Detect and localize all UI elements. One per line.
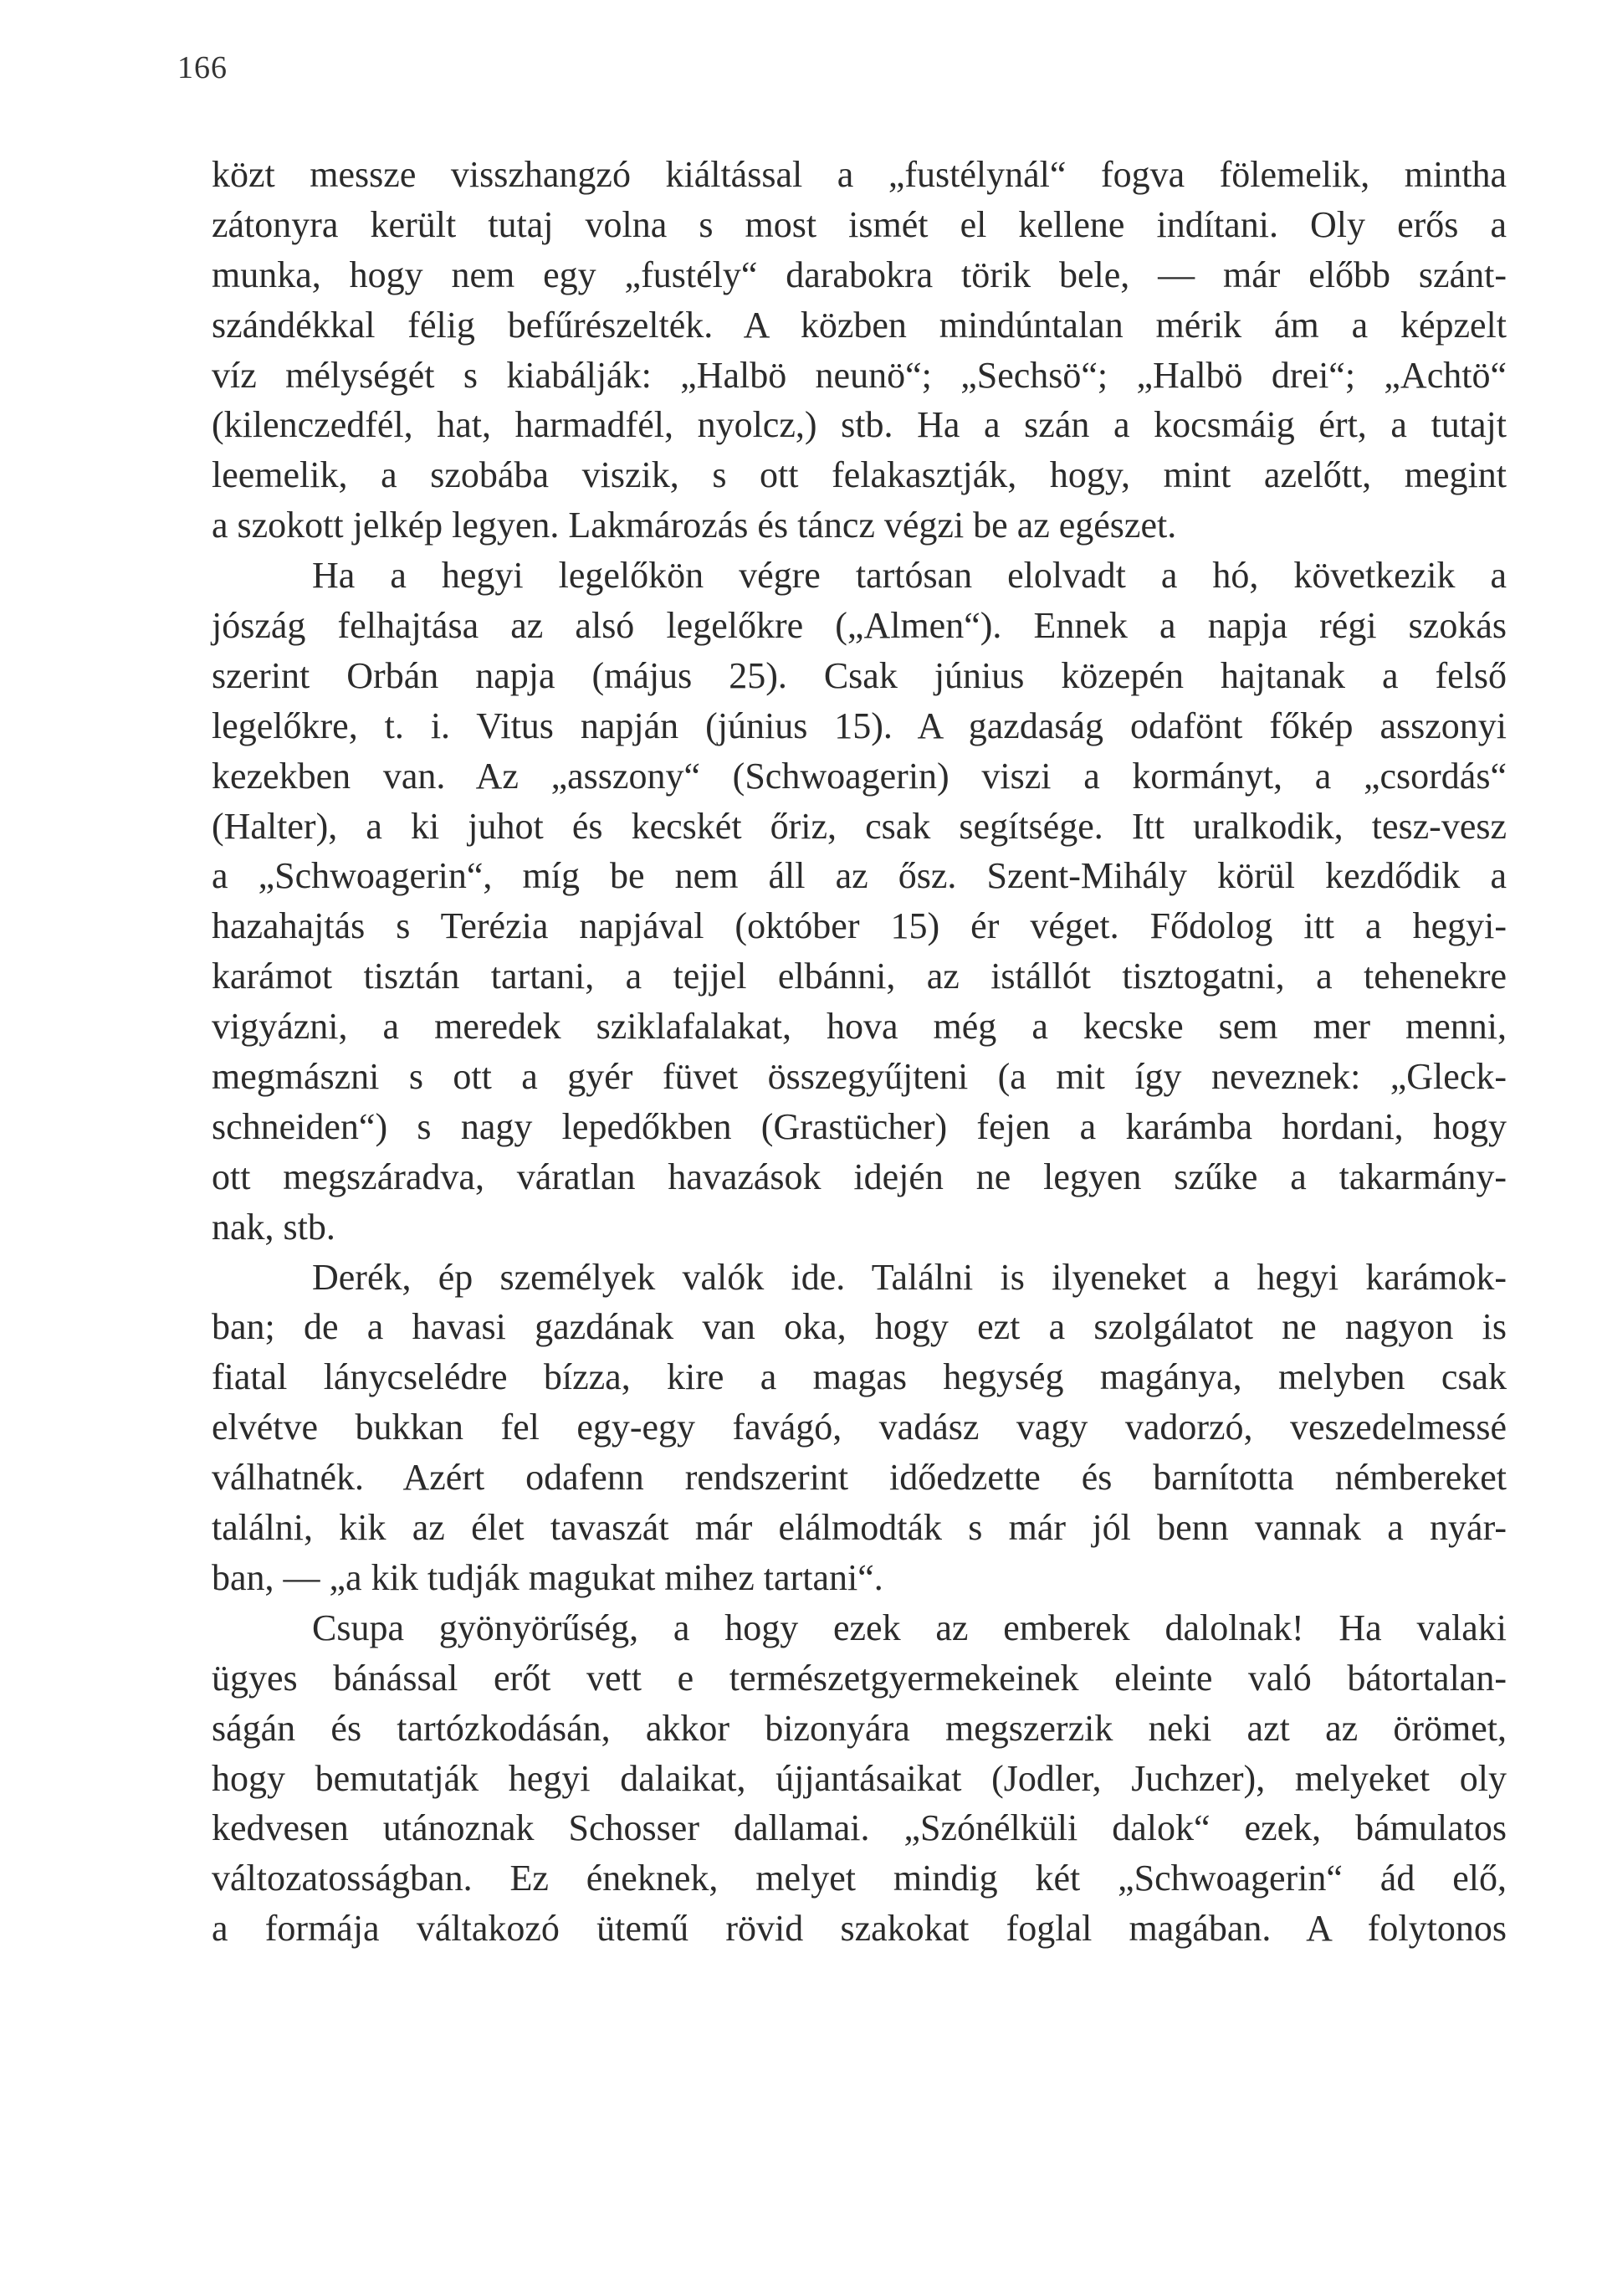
text-line: fiatal lánycselédre bízza, kire a magas hegység magánya, melyben csak — [212, 1356, 1507, 1398]
page-number: 166 — [177, 50, 228, 85]
text-line: szerint Orbán napja (május 25). Csak június közepén hajtanak a felső — [212, 654, 1507, 696]
text-line: a szokott jelkép legyen. Lakmározás és táncz végzi be az egészet. — [212, 505, 1177, 546]
text-line: elvétve bukkan fel egy-egy favágó, vadász vagy vadorzó, veszedelmessé — [212, 1407, 1507, 1448]
text-line: megmászni s ott a gyér füvet összegyűjteni (a mit így neveznek: „Gleck- — [212, 1056, 1507, 1098]
text-line: (kilenczedfél, hat, harmadfél, nyolcz,) stb. Ha a szán a kocsmáig ért, a tutajt — [212, 404, 1507, 446]
text-line: kezekben van. Az „asszony“ (Schwoagerin) viszi a kormányt, a „csordás“ — [212, 755, 1507, 797]
text-line: kedvesen utánoznak Schosser dallamai. „Szónélküli dalok“ ezek, bámulatos — [212, 1807, 1507, 1849]
text-line: válhatnék. Azért odafenn rendszerint időedzette és barnította némbereket — [212, 1457, 1507, 1499]
text-line: szándékkal félig befűrészelték. A közben mindúntalan mérik ám a képzelt — [212, 304, 1507, 346]
text-line: ban; de a havasi gazdának van oka, hogy ezt a szolgálatot ne nagyon is — [212, 1306, 1507, 1348]
text-line: schneiden“) s nagy lepedőkben (Grastücher) fejen a karámba hordani, hogy — [212, 1105, 1507, 1147]
text-line: Ha a hegyi legelőkön végre tartósan elolvadt a hó, következik a — [312, 555, 1507, 597]
text-line: jószág felhajtása az alsó legelőkre („Almen“). Ennek a napja régi szokás — [212, 605, 1507, 647]
text-line: ott megszáradva, váratlan havazások idején ne legyen szűke a takarmány- — [212, 1156, 1507, 1197]
text-line: a formája váltakozó ütemű rövid szakokat foglal magában. A folytonos — [212, 1908, 1507, 1950]
text-line: Csupa gyönyörűség, a hogy ezek az emberek dalolnak! Ha valaki — [312, 1607, 1507, 1648]
text-line: víz mélységét s kiabálják: „Halbö neunö“; „Sechsö“; „Halbö drei“; „Achtö“ — [212, 354, 1507, 396]
text-line: találni, kik az élet tavaszát már elálmodták s már jól benn vannak a nyár- — [212, 1507, 1507, 1549]
text-line: a „Schwoagerin“, míg be nem áll az ősz. Szent-Mihály körül kezdődik a — [212, 855, 1507, 897]
text-line: Derék, ép személyek valók ide. Találni is ilyeneket a hegyi karámok- — [312, 1256, 1507, 1298]
text-line: (Halter), a ki juhot és kecskét őriz, csak segítsége. Itt uralkodik, tesz-vesz — [212, 805, 1507, 847]
text-line: ügyes bánással erőt vett e természetgyermekeinek eleinte való bátortalan- — [212, 1657, 1507, 1699]
text-line: nak, stb. — [212, 1206, 335, 1248]
text-line: leemelik, a szobába viszik, s ott felakasztják, hogy, mint azelőtt, megint — [212, 454, 1507, 496]
text-line: karámot tisztán tartani, a tejjel elbánni, az istállót tisztogatni, a tehenekre — [212, 956, 1507, 997]
text-line: legelőkre, t. i. Vitus napján (június 15). A gazdaság odafönt főkép asszonyi — [212, 705, 1507, 746]
text-line: zátonyra került tutaj volna s most ismét el kellene indítani. Oly erős a — [212, 203, 1507, 245]
text-line: munka, hogy nem egy „fustély“ darabokra törik bele, — már előbb szánt- — [212, 254, 1507, 295]
text-line: ságán és tartózkodásán, akkor bizonyára megszerzik neki azt az örömet, — [212, 1707, 1507, 1749]
text-line: hazahajtás s Terézia napjával (október 15) ér véget. Fődolog itt a hegyi- — [212, 905, 1507, 947]
text-line: hogy bemutatják hegyi dalaikat, újjantásaikat (Jodler, Juchzer), melyeket oly — [212, 1757, 1507, 1799]
text-line: közt messze visszhangzó kiáltással a „fustélynál“ fogva fölemelik, mintha — [212, 154, 1507, 195]
text-line: változatosságban. Ez éneknek, melyet mindig két „Schwoagerin“ ád elő, — [212, 1858, 1507, 1899]
text-line: vigyázni, a meredek sziklafalakat, hova még a kecske sem mer menni, — [212, 1006, 1507, 1048]
body-text — [212, 150, 1507, 1954]
text-line: ban, — „a kik tudják magukat mihez tartani“. — [212, 1556, 883, 1598]
